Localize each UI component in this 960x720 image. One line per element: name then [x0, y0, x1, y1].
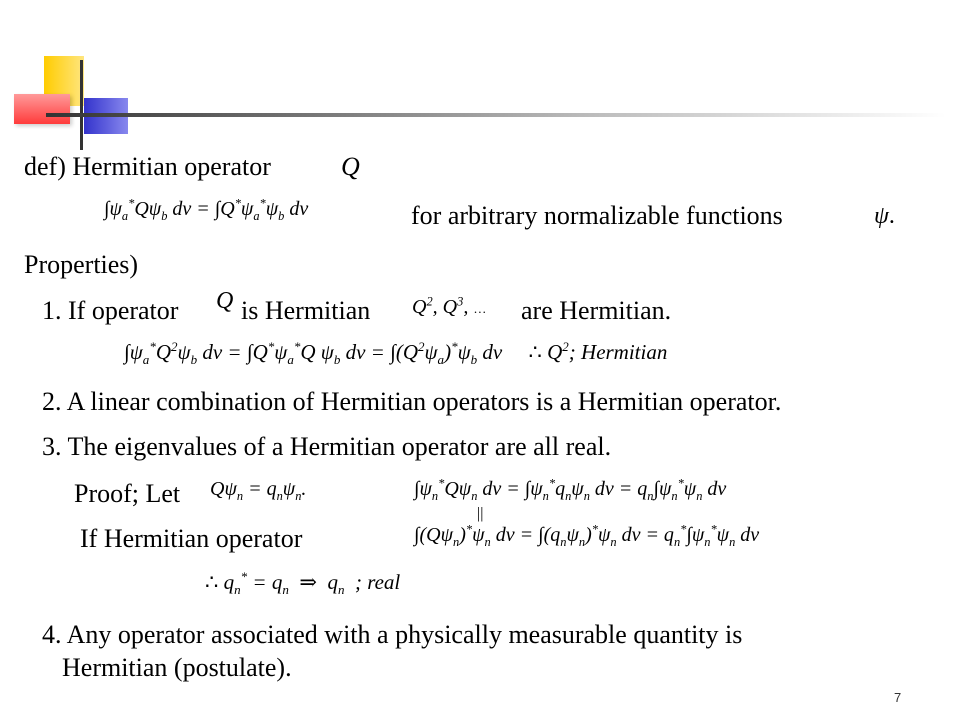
eigenvalue-equation: $Q\psi_n = q_n\psi_n$. [210, 478, 307, 503]
operator-Q-symbol: Q [341, 152, 360, 181]
def-suffix: for arbitrary normalizable functions [411, 201, 783, 230]
proof-equation-2: $\int(Q\psi_n)^*\psi_n$ dv = $\int(q_n\psi_n)^*\psi_n$ dv = $q_n^*\int\psi_n^*\psi_n$ dv [414, 522, 760, 549]
property-4-line-1: 4. Any operator associated with a physically measurable quantity is [42, 620, 743, 649]
hermitian-definition-equation: $\int\psi_a^*Q\psi_b$ dv = $\int Q^*\psi_a^*\psi_b$ dv [104, 196, 309, 223]
if-hermitian-label: If Hermitian operator [80, 524, 303, 553]
property-2: 2. A linear combination of Hermitian operators is a Hermitian operator. [42, 387, 782, 416]
property-4-line-2: Hermitian (postulate). [62, 653, 292, 682]
proof-equation-1: $\int\psi_n^*Q\psi_n$ dv = $\int\psi_n^*q_n\psi_n$ dv = $q_n\int\psi_n^*\psi_n$ dv [414, 476, 727, 503]
property-1-part-a: 1. If operator [42, 296, 179, 325]
property-1-part-c: are Hermitian. [521, 296, 672, 325]
def-label: def) Hermitian operator [24, 152, 271, 181]
red-square [14, 94, 70, 124]
conclusion-equation: ∴ $q_n^* = q_n$ ⇒ $q_n$ ; real [205, 569, 401, 598]
proof-label: Proof; Let [74, 479, 181, 508]
page-number: 7 [894, 690, 902, 705]
horizontal-bar [46, 113, 946, 117]
vertical-bar [80, 60, 83, 150]
psi-symbol: ψ. [874, 203, 895, 229]
property-3: 3. The eigenvalues of a Hermitian operator are all real. [42, 432, 612, 461]
equals-vertical-sign: || [477, 505, 484, 522]
operator-Q-symbol: Q [216, 288, 234, 314]
properties-label: Properties) [24, 250, 139, 279]
Q-powers-expression: $Q^2$, $Q^3$, … [412, 294, 487, 318]
property-1-part-b: is Hermitian [241, 296, 371, 325]
Q-squared-hermitian-equation: $\int\psi_a^*Q^2\psi_b$ dv = $\int Q^*\psi_a^*Q$ $\psi_b$ dv = $\int(Q^2\psi_a)^*\psi_b$ dv ∴ $Q^2$; Hermitian [124, 339, 668, 368]
